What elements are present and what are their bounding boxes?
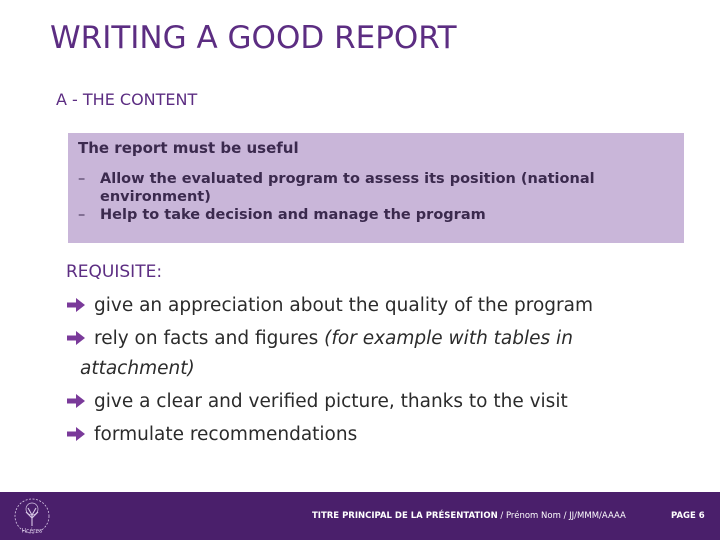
box-heading: The report must be useful — [78, 139, 299, 157]
footer-title — [312, 511, 626, 521]
svg-text:Hcéres: Hcéres — [21, 527, 43, 535]
content-box — [68, 133, 684, 243]
box-bullet-text: Help to take decision and manage the program — [100, 207, 486, 223]
arrow-right-icon — [66, 426, 86, 442]
page-number: PAGE 6 — [671, 511, 705, 521]
list-item-note-cont: attachment) — [80, 358, 195, 379]
arrow-right-icon — [66, 330, 86, 346]
hceres-logo — [8, 496, 56, 536]
arrow-right-icon — [66, 297, 86, 313]
footer-title-bold: TITRE PRINCIPAL DE LA PRÉSENTATION — [312, 511, 498, 521]
list-item-note: (for example with tables in — [318, 328, 573, 349]
section-heading: A - THE CONTENT — [56, 90, 198, 109]
box-bullet-text: Allow the evaluated program to assess its position (national environment) — [100, 171, 595, 205]
slide-title: WRITING A GOOD REPORT — [50, 20, 457, 56]
footer-bar — [0, 492, 720, 540]
list-item-text: give a clear and verified picture, thanks to the visit — [94, 391, 568, 412]
list-item — [66, 294, 666, 318]
box-bullet — [78, 206, 674, 224]
arrow-right-icon — [66, 393, 86, 409]
list-item — [66, 327, 666, 381]
list-item — [66, 423, 666, 447]
list-item-text: formulate recommendations — [94, 424, 358, 445]
dash-marker: – — [78, 171, 86, 187]
box-bullet — [78, 170, 674, 206]
dash-marker: – — [78, 207, 86, 223]
list-item — [66, 390, 666, 414]
list-item-text: give an appreciation about the quality of the program — [94, 295, 593, 316]
footer-title-rest: / Prénom Nom / JJ/MMM/AAAA — [497, 511, 626, 521]
list-item-text: rely on facts and figures — [94, 328, 319, 349]
requisite-list — [66, 294, 666, 456]
requisite-label: REQUISITE: — [66, 262, 163, 282]
